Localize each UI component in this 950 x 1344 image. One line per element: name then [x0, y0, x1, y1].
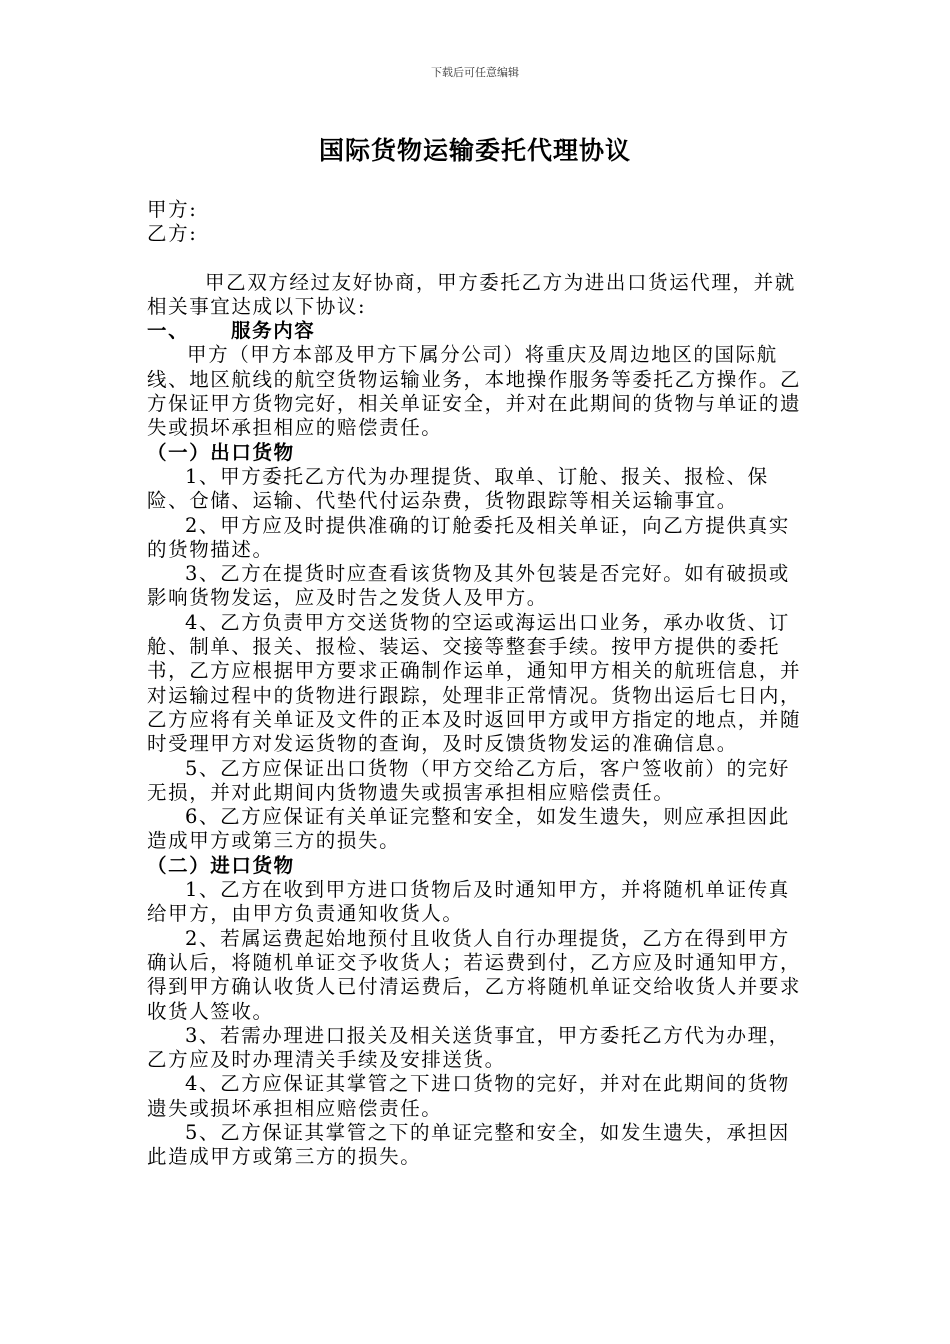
- import-item: 1、乙方在收到甲方进口货物后及时通知甲方，并将随机单证传真给甲方，由甲方负责通知收货人。: [147, 878, 790, 926]
- intro-paragraph: 甲乙双方经过友好协商，甲方委托乙方为进出口货运代理，并就相关事宜达成以下协议:: [147, 270, 796, 318]
- export-item: 1、甲方委托乙方代为办理提货、取单、订舱、报关、报检、保险、仓储、运输、代垫代付运杂费，货物跟踪等相关运输事宜。: [147, 464, 769, 513]
- party-a-line: 甲方:: [147, 198, 198, 221]
- export-item: 3、乙方在提货时应查看该货物及其外包装是否完好。如有破损或影响货物发运，应及时告之发货人及甲方。: [147, 562, 790, 610]
- export-item: 4、乙方负责甲方交送货物的空运或海运出口业务，承办收货、订舱、制单、报关、报检、装运、交接等整套手续。按甲方提供的委托书，乙方应根据甲方要求正确制作运单，通知甲方相关的航班信息，并对运输过程中的货物进行跟踪，处理非正常情况。货物出运后七日内，乙方应将有关单证及文件的正本及时返回甲方或甲方指定的地点，并随时受理甲方对发运货物的查询，及时反馈货物发运的准确信息。: [147, 610, 802, 756]
- import-item: 4、乙方应保证其掌管之下进口货物的完好，并对在此期间的货物遗失或损坏承担相应赔偿责任。: [147, 1072, 790, 1120]
- spacer: [147, 247, 807, 271]
- import-item: 2、若属运费起始地预付且收货人自行办理提货，乙方在得到甲方确认后，将随机单证交予收货人；若运费到付，乙方应及时通知甲方，得到甲方确认收货人已付清运费后，乙方将随机单证交给收货人并要求收货人签收。: [147, 926, 802, 1023]
- document-title: 国际货物运输委托代理协议: [318, 136, 631, 165]
- import-heading: （二）进口货物: [147, 853, 295, 877]
- section-1-heading: [147, 319, 807, 343]
- import-item: 3、若需办理进口报关及相关送货事宜，甲方委托乙方代为办理，乙方应及时办理清关手续及安排送货。: [147, 1023, 790, 1072]
- section-1-title: 服务内容: [231, 319, 316, 343]
- section-1-number: 一、: [147, 319, 190, 343]
- document-body: [147, 198, 807, 1170]
- header-note: 下载后可任意编辑: [431, 66, 519, 79]
- export-item: 5、乙方应保证出口货物（甲方交给乙方后，客户签收前）的完好无损，并对此期间内货物遗失或损害承担相应赔偿责任。: [147, 756, 790, 804]
- export-heading: （一）出口货物: [147, 440, 295, 464]
- section-1-body: 甲方（甲方本部及甲方下属分公司）将重庆及周边地区的国际航线、地区航线的航空货物运输业务，本地操作服务等委托乙方操作。乙方保证甲方货物完好，相关单证安全，并对在此期间的货物与单证的遗失或损坏承担相应的赔偿责任。: [147, 343, 802, 440]
- party-b-line: 乙方:: [147, 222, 198, 246]
- export-item: 2、甲方应及时提供准确的订舱委托及相关单证，向乙方提供真实的货物描述。: [147, 513, 790, 561]
- export-item: 6、乙方应保证有关单证完整和安全，如发生遗失，则应承担因此造成甲方或第三方的损失。: [147, 805, 790, 853]
- import-item: 5、乙方保证其掌管之下的单证完整和安全，如发生遗失，承担因此造成甲方或第三方的损失。: [147, 1120, 790, 1169]
